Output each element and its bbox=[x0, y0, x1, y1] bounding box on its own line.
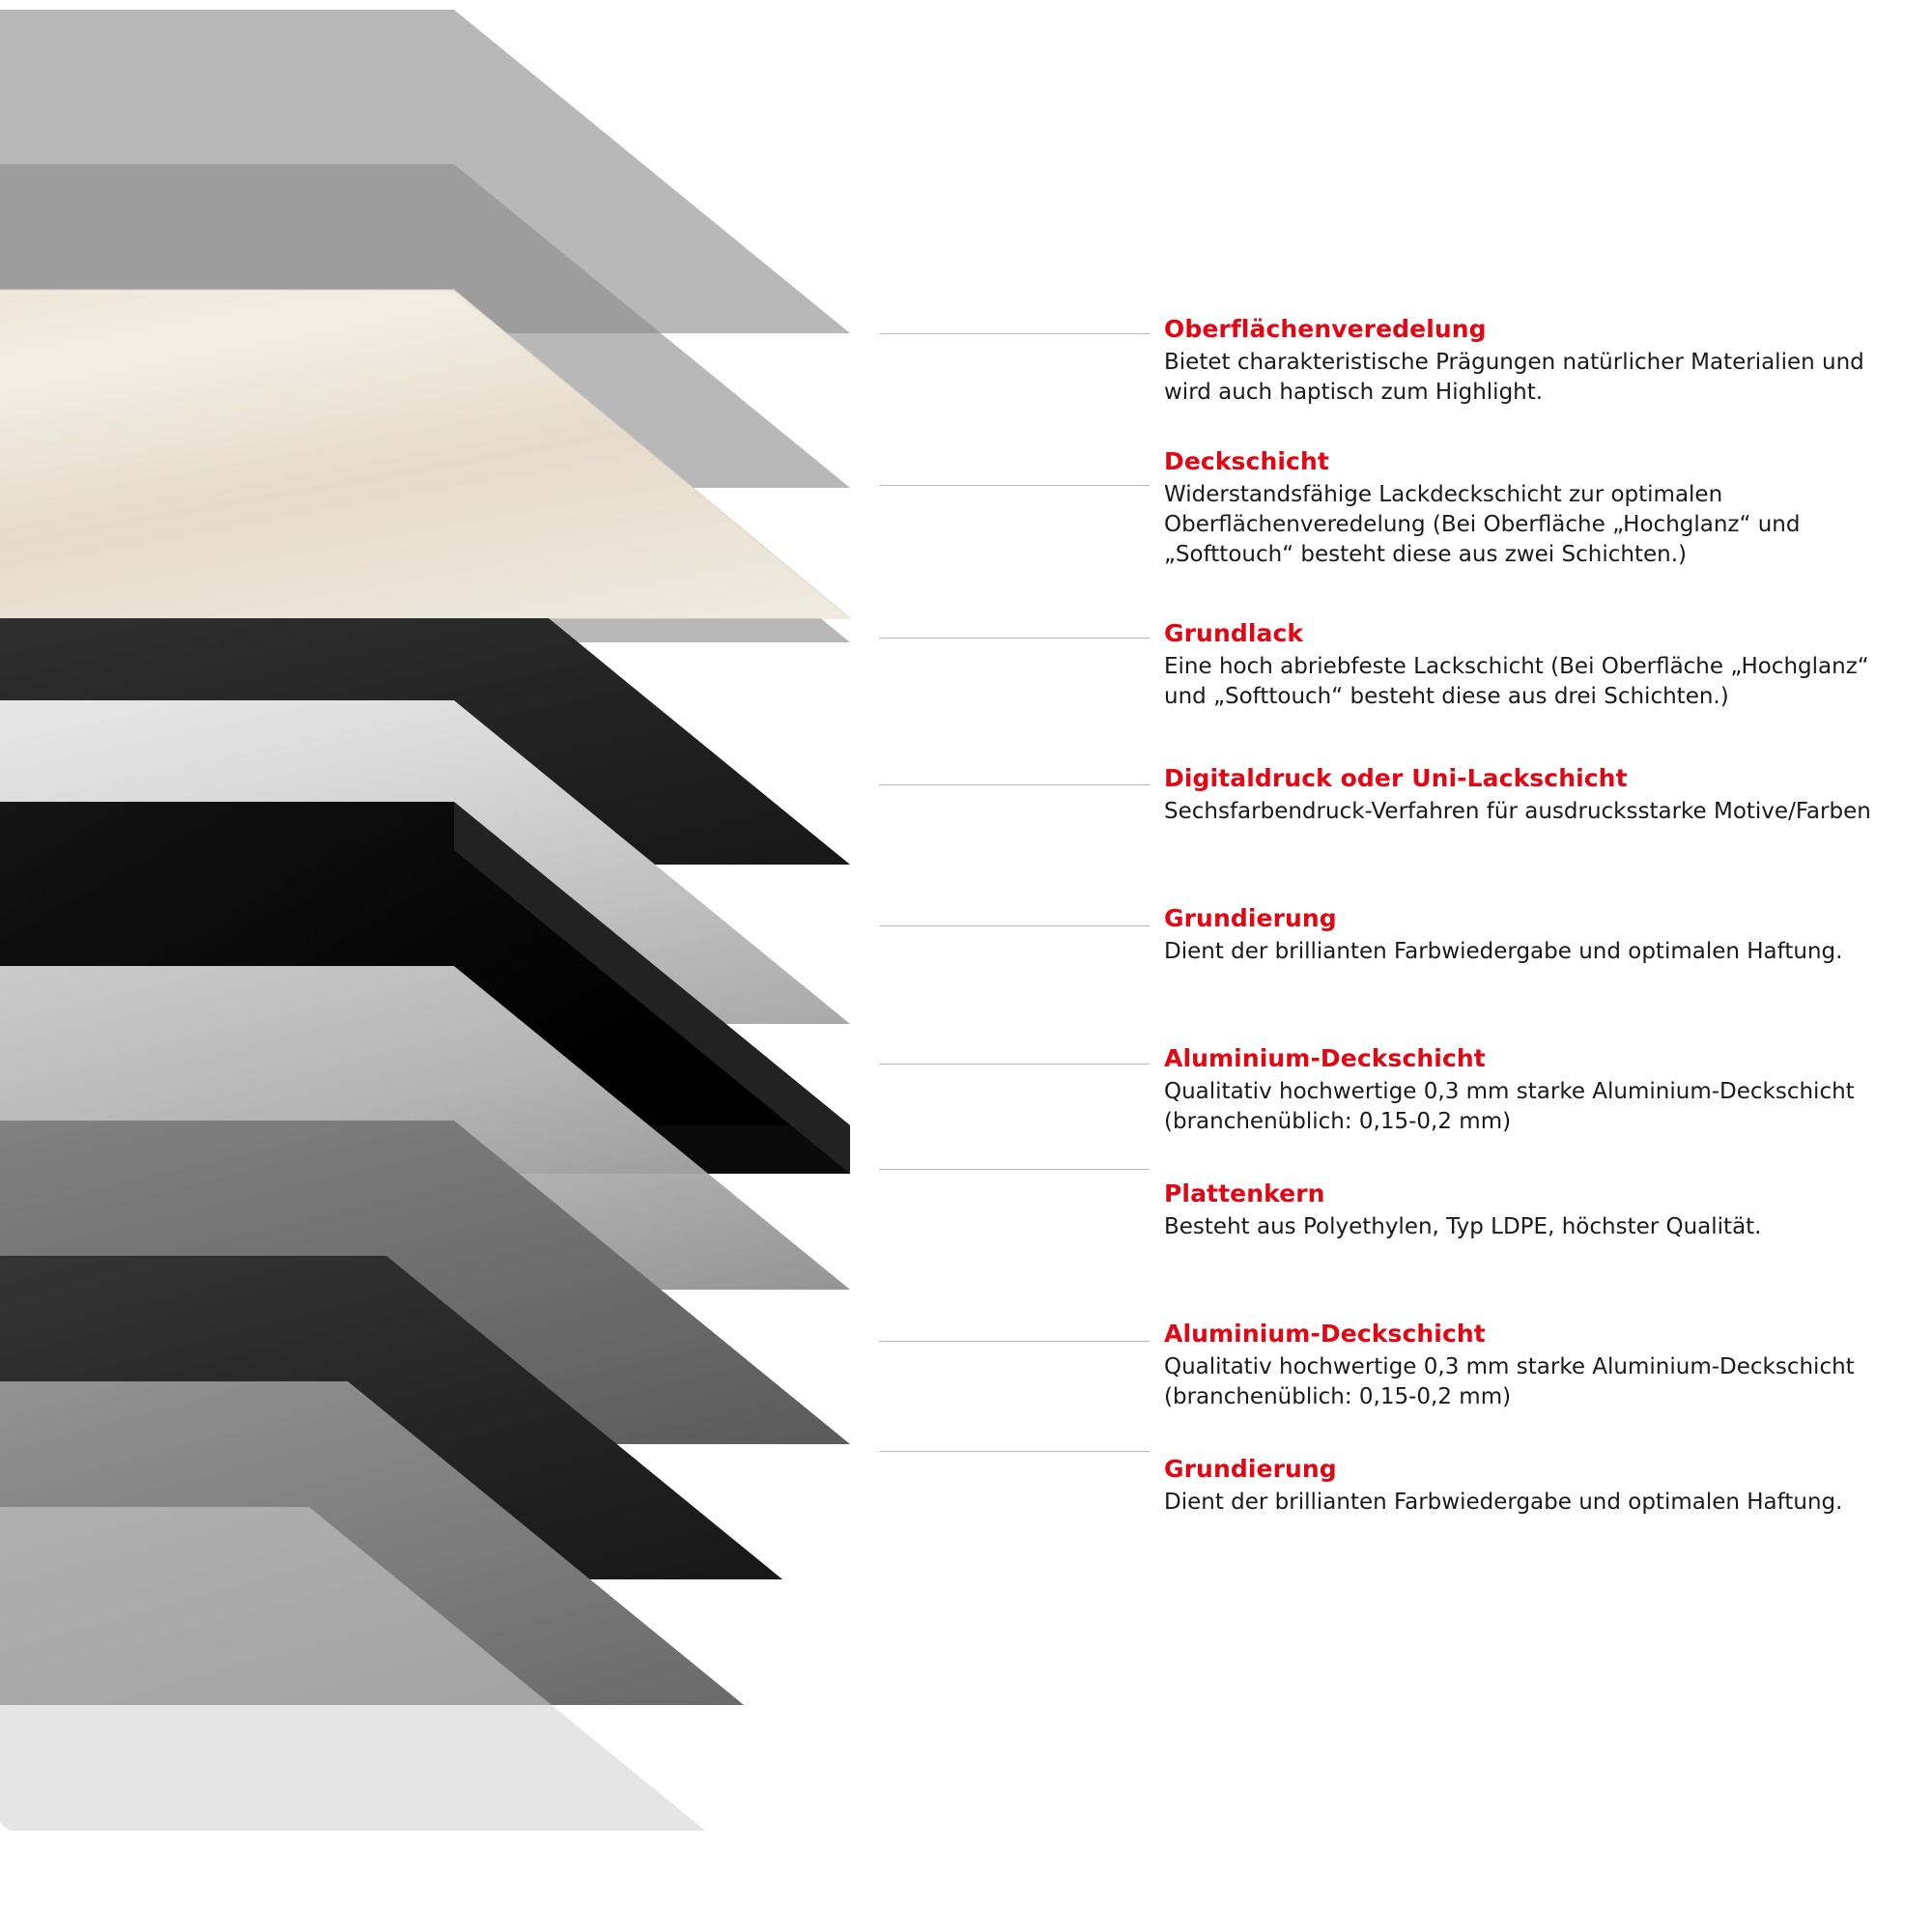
leader-line-7 bbox=[879, 1169, 1150, 1170]
callout-description: Qualitativ hochwertige 0,3 mm starke Aluminium-Deckschicht (branchenüblich: 0,15-0,2 mm) bbox=[1164, 1354, 1855, 1409]
callout-description: Bietet charakteristische Prägungen natürlicher Materialien und wird auch haptisch zum Highlight. bbox=[1164, 350, 1864, 405]
callout-plattenkern bbox=[1164, 1179, 1879, 1242]
callout-title: Grundierung bbox=[1164, 1455, 1337, 1483]
leader-line-4 bbox=[879, 784, 1150, 785]
callout-list bbox=[1164, 0, 1898, 1932]
callout-title: Aluminium-Deckschicht bbox=[1164, 1044, 1486, 1072]
callout-digitaldruck bbox=[1164, 763, 1879, 827]
leader-line-5 bbox=[879, 925, 1150, 926]
callout-description: Dient der brillianten Farbwiedergabe und optimalen Haftung. bbox=[1164, 939, 1843, 964]
callout-description: Sechsfarbendruck-Verfahren für ausdrucksstarke Motive/Farben bbox=[1164, 799, 1871, 824]
callout-grundierung-top bbox=[1164, 903, 1879, 967]
leader-line-9 bbox=[879, 1451, 1150, 1452]
callout-title: Grundlack bbox=[1164, 619, 1304, 647]
callout-title: Oberflächenveredelung bbox=[1164, 315, 1487, 343]
callout-oberflaechenveredelung bbox=[1164, 314, 1879, 408]
callout-description: Dient der brillianten Farbwiedergabe und optimalen Haftung. bbox=[1164, 1490, 1843, 1515]
callout-aluminium-top bbox=[1164, 1043, 1879, 1137]
leader-line-1 bbox=[879, 333, 1150, 334]
leader-line-6 bbox=[879, 1064, 1150, 1065]
callout-description: Widerstandsfähige Lackdeckschicht zur optimalen Oberflächenveredelung (Bei Oberfläche „Hochglanz“ und „Softtouch“ besteht diese aus zwei Schichten.) bbox=[1164, 482, 1801, 567]
callout-aluminium-bottom bbox=[1164, 1319, 1879, 1412]
leader-line-3 bbox=[879, 638, 1150, 639]
callout-description: Eine hoch abriebfeste Lackschicht (Bei Oberfläche „Hochglanz“ und „Softtouch“ besteht diese aus drei Schichten.) bbox=[1164, 654, 1869, 709]
callout-title: Digitaldruck oder Uni-Lackschicht bbox=[1164, 764, 1628, 792]
callout-description: Qualitativ hochwertige 0,3 mm starke Aluminium-Deckschicht (branchenüblich: 0,15-0,2 mm) bbox=[1164, 1079, 1855, 1134]
callout-title: Grundierung bbox=[1164, 904, 1337, 932]
callout-title: Deckschicht bbox=[1164, 447, 1329, 475]
leader-line-8 bbox=[879, 1341, 1150, 1342]
callout-title: Aluminium-Deckschicht bbox=[1164, 1320, 1486, 1348]
callout-grundlack bbox=[1164, 618, 1879, 712]
leader-line-2 bbox=[879, 485, 1150, 486]
callout-grundierung-bottom bbox=[1164, 1454, 1879, 1518]
callout-description: Besteht aus Polyethylen, Typ LDPE, höchster Qualität. bbox=[1164, 1214, 1762, 1239]
callout-deckschicht bbox=[1164, 446, 1879, 570]
callout-title: Plattenkern bbox=[1164, 1179, 1325, 1208]
